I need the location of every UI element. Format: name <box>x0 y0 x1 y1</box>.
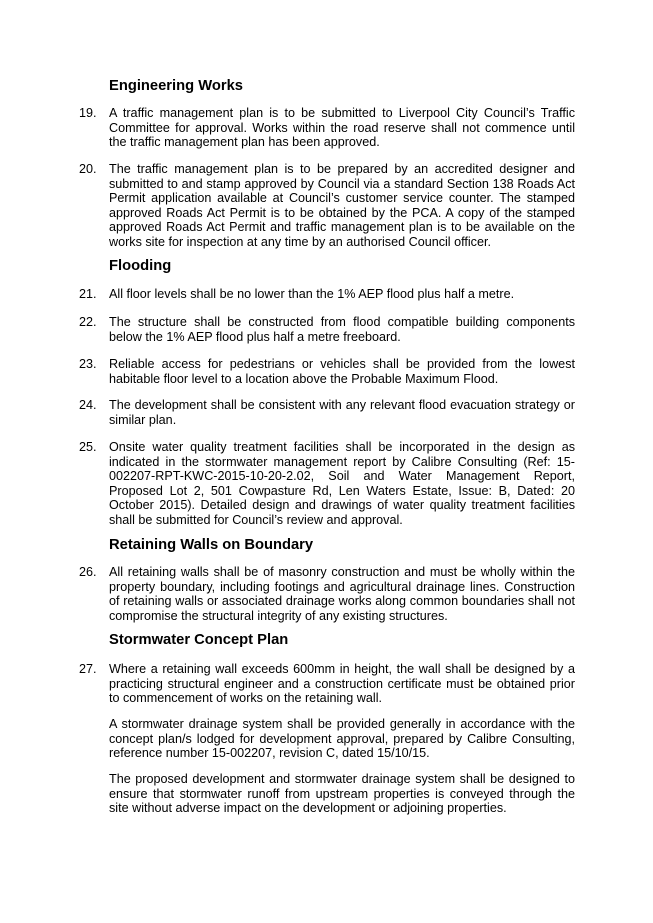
condition-text: All floor levels shall be no lower than the 1% AEP flood plus half a metre. <box>109 287 515 301</box>
stormwater-paragraph-runoff: The proposed development and stormwater drainage system shall be designed to ensure that stormwater runoff from upstream properties is conveyed through the site without adverse impact on the development or adjoining properties. <box>109 772 575 816</box>
condition-text: Reliable access for pedestrians or vehicles shall be provided from the lowest habitable floor level to a location above the Probable Maximum Flood. <box>109 357 575 386</box>
condition-item-24 <box>79 398 575 427</box>
condition-number: 22. <box>79 315 97 329</box>
condition-item-23 <box>79 357 575 386</box>
condition-number: 24. <box>79 398 97 412</box>
section-heading-retaining-walls: Retaining Walls on Boundary <box>109 537 314 553</box>
condition-number: 23. <box>79 357 97 371</box>
condition-text: All retaining walls shall be of masonry construction and must be wholly within the property boundary, including footings and agricultural drainage lines. Construction of retaining walls or associated drainage works along common boundaries shall not compromise the structural integrity of any existing structures. <box>109 565 575 623</box>
section-heading-stormwater-concept-plan: Stormwater Concept Plan <box>109 632 289 648</box>
condition-item-22 <box>79 315 575 344</box>
condition-number: 27. <box>79 662 97 676</box>
condition-number: 20. <box>79 162 97 176</box>
condition-text: Where a retaining wall exceeds 600mm in height, the wall shall be designed by a practicing structural engineer and a construction certificate must be obtained prior to commencement of works on the retaining wall. <box>109 662 575 706</box>
condition-text: A traffic management plan is to be submitted to Liverpool City Council’s Traffic Committee for approval. Works within the road reserve shall not commence until the traffic management plan has been approved. <box>109 106 575 150</box>
condition-number: 26. <box>79 565 97 579</box>
condition-item-19 <box>79 106 575 150</box>
condition-item-27 <box>79 662 575 706</box>
section-heading-flooding: Flooding <box>109 258 172 274</box>
condition-text: The traffic management plan is to be prepared by an accredited designer and submitted to and stamp approved by Council via a standard Section 138 Roads Act Permit application available at Council’s customer service counter. The stamped approved Roads Act Permit is to be obtained by the PCA. A copy of the stamped approved Roads Act Permit and traffic management plan is to be available on the works site for inspection at any time by an authorised Council officer. <box>109 162 575 249</box>
stormwater-paragraph-drainage-system: A stormwater drainage system shall be provided generally in accordance with the concept plan/s lodged for development approval, prepared by Calibre Consulting, reference number 15-002207, revision C, dated 15/10/15. <box>109 717 575 761</box>
condition-number: 19. <box>79 106 97 120</box>
condition-item-26 <box>79 565 575 623</box>
condition-text: The structure shall be constructed from flood compatible building components below the 1% AEP flood plus half a metre freeboard. <box>109 315 575 344</box>
condition-item-21 <box>79 287 575 302</box>
section-heading-engineering-works: Engineering Works <box>109 78 243 94</box>
condition-number: 25. <box>79 440 97 454</box>
condition-text: The development shall be consistent with any relevant flood evacuation strategy or similar plan. <box>109 398 575 427</box>
condition-item-20 <box>79 162 575 250</box>
condition-text: Onsite water quality treatment facilities shall be incorporated in the design as indicated in the stormwater management report by Calibre Consulting (Ref: 15-002207-RPT-KWC-2015-10-20-2.02, Soil and Water Management Report, Proposed Lot 2, 501 Cowpasture Rd, Len Waters Estate, Issue: B, Dated: 20 October 2015). Detailed design and drawings of water quality treatment facilities shall be submitted for Council’s review and approval. <box>109 440 575 527</box>
condition-number: 21. <box>79 287 97 301</box>
condition-item-25 <box>79 440 575 528</box>
